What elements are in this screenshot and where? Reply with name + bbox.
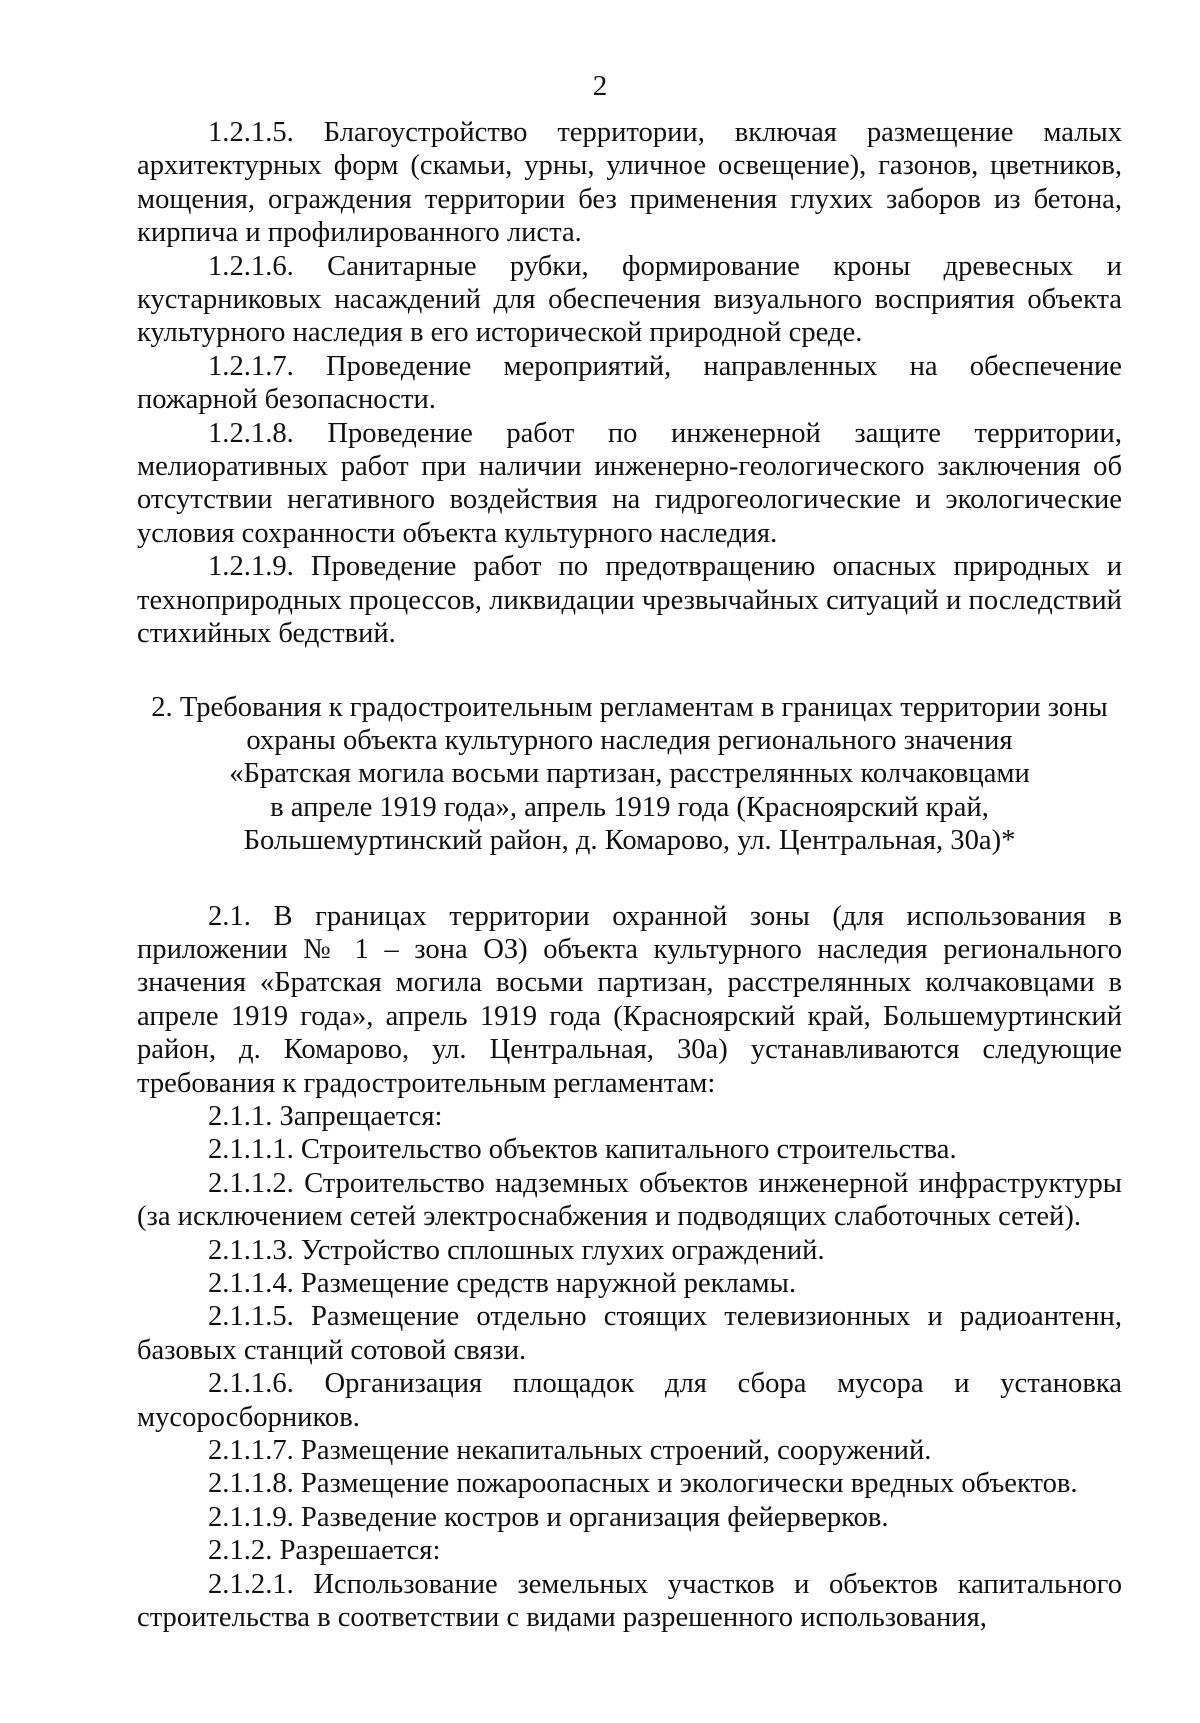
heading-line: 2. Требования к градостроительным регламентам в границах территории зоны <box>151 691 1108 723</box>
heading-line: в апреле 1919 года», апрель 1919 года (Красноярский край, <box>270 791 989 823</box>
paragraph-2-1-1-9: 2.1.1.9. Разведение костров и организация фейерверков. <box>208 1501 889 1533</box>
paragraph-2-1-1-6: 2.1.1.6. Организация площадок для сбора мусора и установка мусоросборников. <box>137 1368 1122 1433</box>
paragraph-2-1-2: 2.1.2. Разрешается: <box>208 1535 441 1567</box>
heading-line: Большемуртинский район, д. Комарово, ул. Центральная, 30а)* <box>243 825 1016 857</box>
page-number: 2 <box>592 70 608 102</box>
section-2-heading <box>137 691 1122 858</box>
paragraph-2-1-1: 2.1.1. Запрещается: <box>208 1100 443 1132</box>
paragraph-2-1-1-2: 2.1.1.2. Строительство надземных объектов инженерной инфраструктуры (за исключением сетей электроснабжения и подводящих слаботочных сетей). <box>137 1167 1122 1233</box>
paragraph-1-2-1-7: 1.2.1.7. Проведение мероприятий, направленных на обеспечение пожарной безопасности. <box>137 350 1122 416</box>
paragraph-2-1-1-3: 2.1.1.3. Устройство сплошных глухих ограждений. <box>208 1234 825 1266</box>
paragraph-1-2-1-6: 1.2.1.6. Санитарные рубки, формирование кроны древесных и кустарниковых насаждений для обеспечения визуального восприятия объекта культурного наследия в его исторической природной среде. <box>137 250 1122 349</box>
document-body <box>137 116 1122 1634</box>
paragraph-2-1-1-1: 2.1.1.1. Строительство объектов капитального строительства. <box>208 1134 957 1166</box>
paragraph-2-1: 2.1. В границах территории охранной зоны (для использования в приложении № 1 – зона ОЗ) объекта культурного наследия регионального значения «Братская могила восьми партизан, расстрелянных колчаковцами в апреле 1919 года», апрель 1919 года (Красноярский край, Большемуртинский район, д. Комарово, ул. Центральная, 30а) устанавливаются следующие требования к градостроительным регламентам: <box>137 900 1122 1099</box>
paragraph-2-1-1-4: 2.1.1.4. Размещение средств наружной рекламы. <box>208 1268 796 1299</box>
paragraph-2-1-2-1: 2.1.2.1. Использование земельных участков и объектов капитального строительства в соответствии с видами разрешенного использования, <box>137 1568 1122 1634</box>
heading-line: «Братская могила восьми партизан, расстрелянных колчаковцами <box>229 758 1030 790</box>
paragraph-2-1-1-8: 2.1.1.8. Размещение пожароопасных и экологически вредных объектов. <box>208 1468 1078 1500</box>
heading-line: охраны объекта культурного наследия регионального значения <box>246 724 1013 756</box>
paragraph-1-2-1-8: 1.2.1.8. Проведение работ по инженерной защите территории, мелиоративных работ при наличии инженерно-геологического заключения об отсутствии негативного воздействия на гидрогеологические и экологические условия сохранности объекта культурного наследия. <box>137 417 1122 549</box>
paragraph-2-1-1-7: 2.1.1.7. Размещение некапитальных строений, сооружений. <box>208 1435 932 1467</box>
paragraph-2-1-1-5: 2.1.1.5. Размещение отдельно стоящих телевизионных и радиоантенн, базовых станций сотовой связи. <box>137 1301 1122 1366</box>
paragraph-1-2-1-9: 1.2.1.9. Проведение работ по предотвращению опасных природных и технoприродных процессов, ликвидации чрезвычайных ситуаций и последствий стихийных бедствий. <box>137 551 1122 650</box>
paragraph-1-2-1-5: 1.2.1.5. Благоустройство территории, включая размещение малых архитектурных форм (скамьи, урны, уличное освещение), газонов, цветников, мощения, ограждения территории без применения глухих заборов из бетона, кирпича и профилированного листа. <box>137 117 1122 249</box>
